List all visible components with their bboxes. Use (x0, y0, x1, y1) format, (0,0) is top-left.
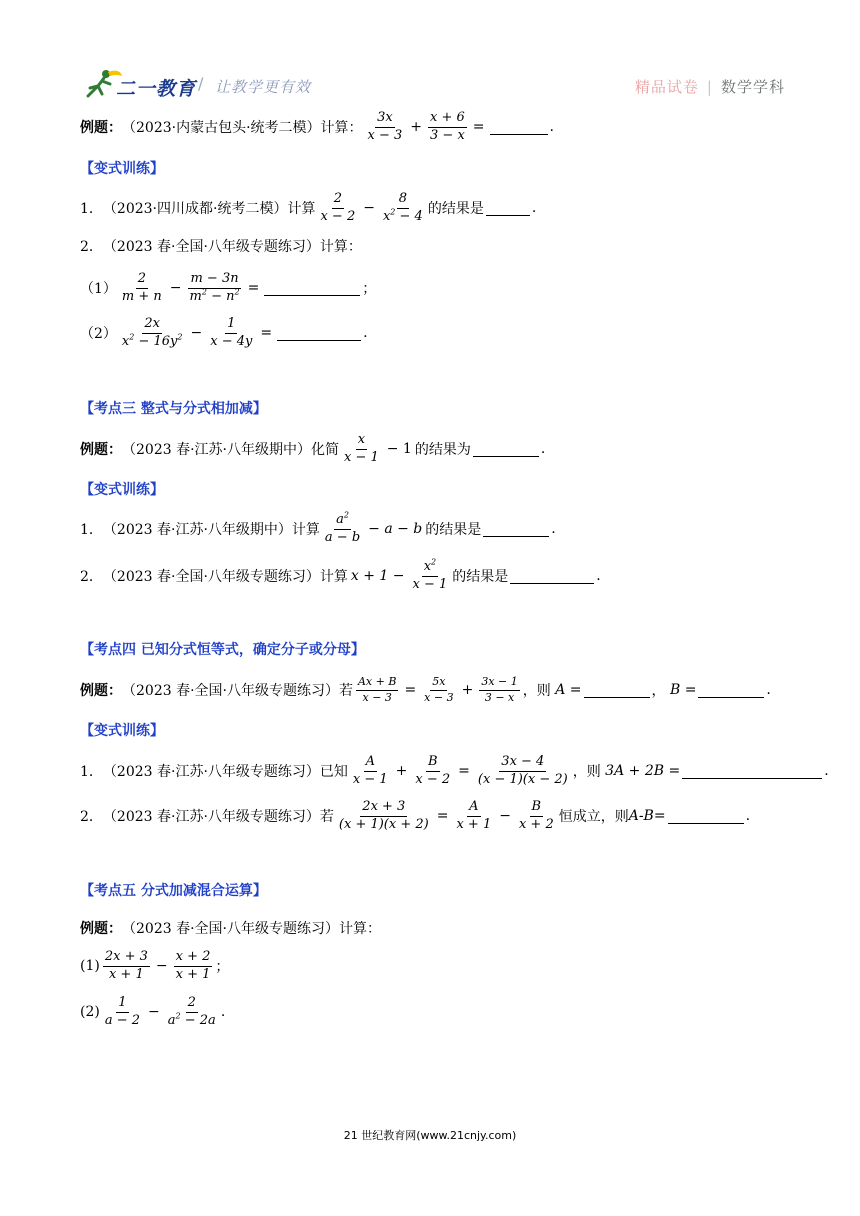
problem-expression: A-B= (628, 808, 666, 824)
subproblem-index: (2) (80, 1004, 100, 1020)
problem-tail: 恒成立，则 (558, 809, 629, 825)
subproblem-line: （1） $\frac{2}{m + n}$ − $\frac{m - 3n}{m^2 - n^2}$ = ； (80, 271, 377, 304)
problem-source: （2023 春·江苏·八年级期中）化简 (122, 442, 339, 458)
problem-number: 1． (80, 764, 103, 780)
subproblem-line: (2) $\frac{1}{a - 2}$ − $\frac{2}{a^2 - 2a}$ . (80, 995, 226, 1028)
fraction: $\frac{x}{x - 1}$ (343, 432, 379, 465)
answer-blank (264, 281, 360, 296)
problem-source: （2023 春·全国·八年级专题练习）若 (122, 683, 353, 699)
subproblem-line: （2） $\frac{2x}{x^2 - 16y^2}$ − $\frac{1}{x - 4y}$ = . (80, 316, 368, 349)
problem-source: （2023 春·全国·八年级专题练习）计算： (122, 921, 381, 937)
fraction: $\frac{3x - 1}{3 - x}$ (481, 675, 518, 704)
fraction: $\frac{2x + 3}{(x + 1)(x + 2)}$ (338, 799, 429, 832)
fraction: $\frac{A}{x + 1}$ (456, 799, 492, 832)
section-heading: 【变式训练】 (80, 723, 164, 739)
problem-number: 2． (80, 569, 103, 585)
fraction: $\frac{Ax + B}{x - 3}$ (357, 675, 397, 704)
fraction: $\frac{2}{x - 2}$ (320, 191, 356, 224)
header-slogan: 让教学更有效 (215, 78, 312, 96)
fraction: $\frac{B}{x + 2}$ (518, 799, 554, 832)
problem-line: 2． （2023 春·全国·八年级专题练习）计算 x + 1 − $\frac{x^2}{x - 1}$ 的结果是 . (80, 557, 601, 592)
fraction: $\frac{2x}{x^2 - 16y^2}$ (121, 316, 183, 349)
section-heading: 【变式训练】 (80, 482, 164, 498)
topic-heading: 【考点五 分式加减混合运算】 (80, 883, 267, 899)
subproblem-index: （2） (80, 326, 117, 342)
answer-blank (698, 683, 764, 698)
topic-heading: 【考点三 整式与分式相加减】 (80, 401, 267, 417)
problem-source: （2023·四川成都·统考二模）计算 (102, 201, 316, 217)
problem-source: （2023 春·全国·八年级专题练习）计算 (102, 569, 348, 585)
problem-number: 1． (80, 201, 103, 217)
answer-blank (584, 683, 650, 698)
answer-blank (490, 120, 548, 135)
problem-tail: 的结果是 (425, 522, 482, 538)
answer-blank (483, 522, 549, 537)
fraction: $\frac{a^2}{a - b}$ (324, 510, 361, 545)
problem-line: 1． （2023 春·江苏·八年级期中）计算 $\frac{a^2}{a - b}$ − a − b 的结果是 . (80, 510, 556, 545)
example-label: 例题： (80, 683, 122, 699)
problem-source: （2023 春·全国·八年级专题练习）计算： (102, 239, 362, 255)
header-right (635, 76, 785, 97)
subproblem-index: (1) (80, 958, 100, 974)
example-label: 例题： (80, 442, 122, 458)
example-line: 例题： （2023 春·江苏·八年级期中）化简 $\frac{x}{x - 1}$ − 1 的结果为 . (80, 432, 546, 465)
problem-line (80, 226, 362, 266)
logo-text: 二一教育 (116, 78, 197, 100)
answer-blank (486, 201, 530, 216)
answer-blank (668, 809, 744, 824)
problem-connector: ，则 (572, 764, 601, 780)
problem-source: （2023 春·江苏·八年级专题练习）若 (102, 809, 334, 825)
header-subject: 数学学科 (720, 78, 785, 96)
fraction: $\frac{A}{x - 1}$ (352, 754, 388, 787)
answer-blank (473, 442, 539, 457)
answer-blank (510, 569, 594, 584)
fraction: $\frac{8}{x^2 - 4}$ (382, 191, 423, 224)
problem-number: 2． (80, 809, 103, 825)
fraction: $\frac{5x}{x - 3}$ (424, 675, 454, 704)
answer-blank (682, 764, 822, 779)
fraction: $\frac{x^2}{x - 1}$ (412, 557, 448, 592)
subproblem-line: (1) $\frac{2x + 3}{x + 1}$ − $\frac{x + 2}{x + 1}$ ； (80, 949, 230, 982)
fraction: $\frac{x + 6}{3 - x}$ (430, 110, 465, 143)
problem-line: 1． （2023·四川成都·统考二模）计算 $\frac{2}{x - 2}$ − $\frac{8}{x^2 - 4}$ 的结果是 . (80, 191, 537, 224)
problem-source: （2023 春·江苏·八年级专题练习）已知 (102, 764, 348, 780)
example-line (80, 908, 381, 948)
problem-source: （2023·内蒙古包头·统考二模）计算： (122, 120, 363, 136)
answer-blank (277, 326, 361, 341)
fraction: $\frac{1}{x - 4y}$ (210, 316, 253, 349)
header-tag: 精品试卷 (634, 78, 699, 96)
fraction: $\frac{2}{a^2 - 2a}$ (167, 995, 216, 1028)
fraction: $\frac{3x - 4}{(x - 1)(x - 2)}$ (477, 754, 568, 787)
page-footer: 21 世纪教育网(www.21cnjy.com) (343, 1129, 517, 1142)
problem-tail: 的结果是 (427, 201, 484, 217)
topic-heading: 【考点四 已知分式恒等式，确定分子或分母】 (80, 642, 365, 658)
header-slash: / (198, 74, 204, 93)
problem-source: （2023 春·江苏·八年级期中）计算 (102, 522, 320, 538)
example-label: 例题： (80, 120, 122, 136)
problem-line: 1． （2023 春·江苏·八年级专题练习）已知 $\frac{A}{x - 1}$ + $\frac{B}{x - 2}$ = $\frac{3x - 4}{(x - 1)(x - 2)}$ ，则 3A + 2B = . (80, 754, 829, 787)
header-separator: | (706, 78, 713, 96)
subproblem-index: （1） (80, 281, 117, 297)
fraction: $\frac{B}{x - 2}$ (415, 754, 451, 787)
section-heading: 【变式训练】 (80, 161, 164, 177)
problem-line: 2． （2023 春·江苏·八年级专题练习）若 $\frac{2x + 3}{(x + 1)(x + 2)}$ = $\frac{A}{x + 1}$ − $\frac{B}{x + 2}$ 恒成立，则 A-B= . (80, 799, 751, 832)
problem-number: 2． (80, 239, 103, 255)
problem-tail: 的结果为 (414, 442, 471, 458)
fraction: $\frac{1}{a - 2}$ (104, 995, 141, 1028)
example-line: 例题： （2023 春·全国·八年级专题练习）若 $\frac{Ax + B}{x - 3}$ = $\frac{5x}{x - 3}$ + $\frac{3x - 1}{3 - x}$ ，则 A = ， B = . (80, 675, 771, 704)
fraction: $\frac{2}{m + n}$ (121, 271, 162, 304)
problem-connector: ，则 (522, 683, 551, 699)
example-label: 例题： (80, 921, 122, 937)
fraction: $\frac{3x}{x - 3}$ (367, 110, 403, 143)
page-header (80, 64, 785, 104)
problem-number: 1． (80, 522, 103, 538)
fraction: $\frac{2x + 3}{x + 1}$ (104, 949, 148, 982)
example-line: 例题： （2023·内蒙古包头·统考二模）计算： $\frac{3x}{x - 3}$ + $\frac{x + 6}{3 - x}$ = . (80, 110, 554, 143)
fraction: $\frac{m - 3n}{m^2 - n^2}$ (189, 271, 240, 304)
fraction: $\frac{x + 2}{x + 1}$ (175, 949, 211, 982)
problem-tail: 的结果是 (452, 569, 509, 585)
